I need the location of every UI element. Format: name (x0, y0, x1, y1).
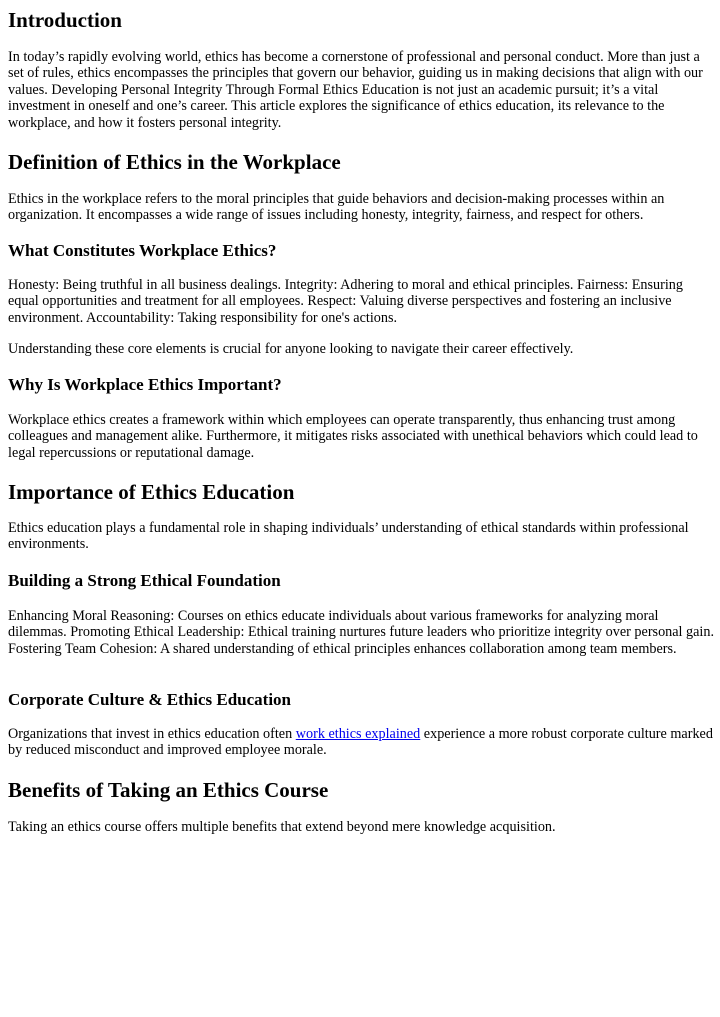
paragraph-definition: Ethics in the workplace refers to the moral principles that guide behaviors and decision-making processes within an organization. It encompasses a wide range of issues including honesty, integrity, fairness, and respect for others. (8, 191, 665, 224)
paragraph-core-elements: Understanding these core elements is crucial for anyone looking to navigate their career effectively. (8, 341, 574, 357)
paragraph-introduction: In today’s rapidly evolving world, ethics has become a cornerstone of professional and personal conduct. More than just a set of rules, ethics encompasses the principles that govern our behavior, guiding us in making decisions that align with our values. Developing Personal Integrity Through Formal Ethics Education is not just an academic pursuit; it’s a vital investment in oneself and one’s career. This article explores the significance of ethics education, its relevance to the workplace, and how it fosters personal integrity. (8, 49, 703, 131)
subheading-why-important: Why Is Workplace Ethics Important? (8, 375, 282, 394)
heading-benefits: Benefits of Taking an Ethics Course (8, 778, 329, 802)
heading-definition: Definition of Ethics in the Workplace (8, 150, 341, 174)
paragraph-benefits: Taking an ethics course offers multiple benefits that extend beyond mere knowledge acquisition. (8, 819, 556, 835)
heading-introduction: Introduction (8, 8, 122, 32)
subheading-foundation: Building a Strong Ethical Foundation (8, 571, 281, 590)
culture-text-before: Organizations that invest in ethics education often (8, 726, 296, 742)
subheading-corporate-culture: Corporate Culture & Ethics Education (8, 690, 292, 709)
paragraph-why-important: Workplace ethics creates a framework within which employees can operate transparently, thus enhancing trust among colleagues and management alike. Furthermore, it mitigates risks associated with unethical behaviors which could lead to legal repercussions or reputational damage. (8, 412, 698, 461)
heading-importance: Importance of Ethics Education (8, 480, 295, 504)
paragraph-what-constitutes: Honesty: Being truthful in all business dealings. Integrity: Adhering to moral and ethical principles. Fairness: Ensuring equal opportunities and treatment for all employees. Respect: Valuing diverse perspectives and fostering an inclusive environment. Accountability: Taking responsibility for one's actions. (8, 277, 683, 326)
paragraph-foundation: Enhancing Moral Reasoning: Courses on ethics educate individuals about various frameworks for analyzing moral dilemmas. Promoting Ethical Leadership: Ethical training nurtures future leaders who prioritize integrity over personal gain. Fostering Team Cohesion: A shared understanding of ethical principles enhances collaboration among team members. (8, 608, 715, 657)
subheading-what-constitutes: What Constitutes Workplace Ethics? (8, 241, 277, 260)
culture-text-after: experience a more robust corporate culture marked by reduced misconduct and improved employee morale. (8, 726, 713, 759)
paragraph-importance: Ethics education plays a fundamental role in shaping individuals’ understanding of ethical standards within professional environments. (8, 520, 689, 553)
paragraph-corporate-culture (8, 726, 714, 759)
work-ethics-explained-link[interactable]: work ethics explained (295, 726, 421, 742)
